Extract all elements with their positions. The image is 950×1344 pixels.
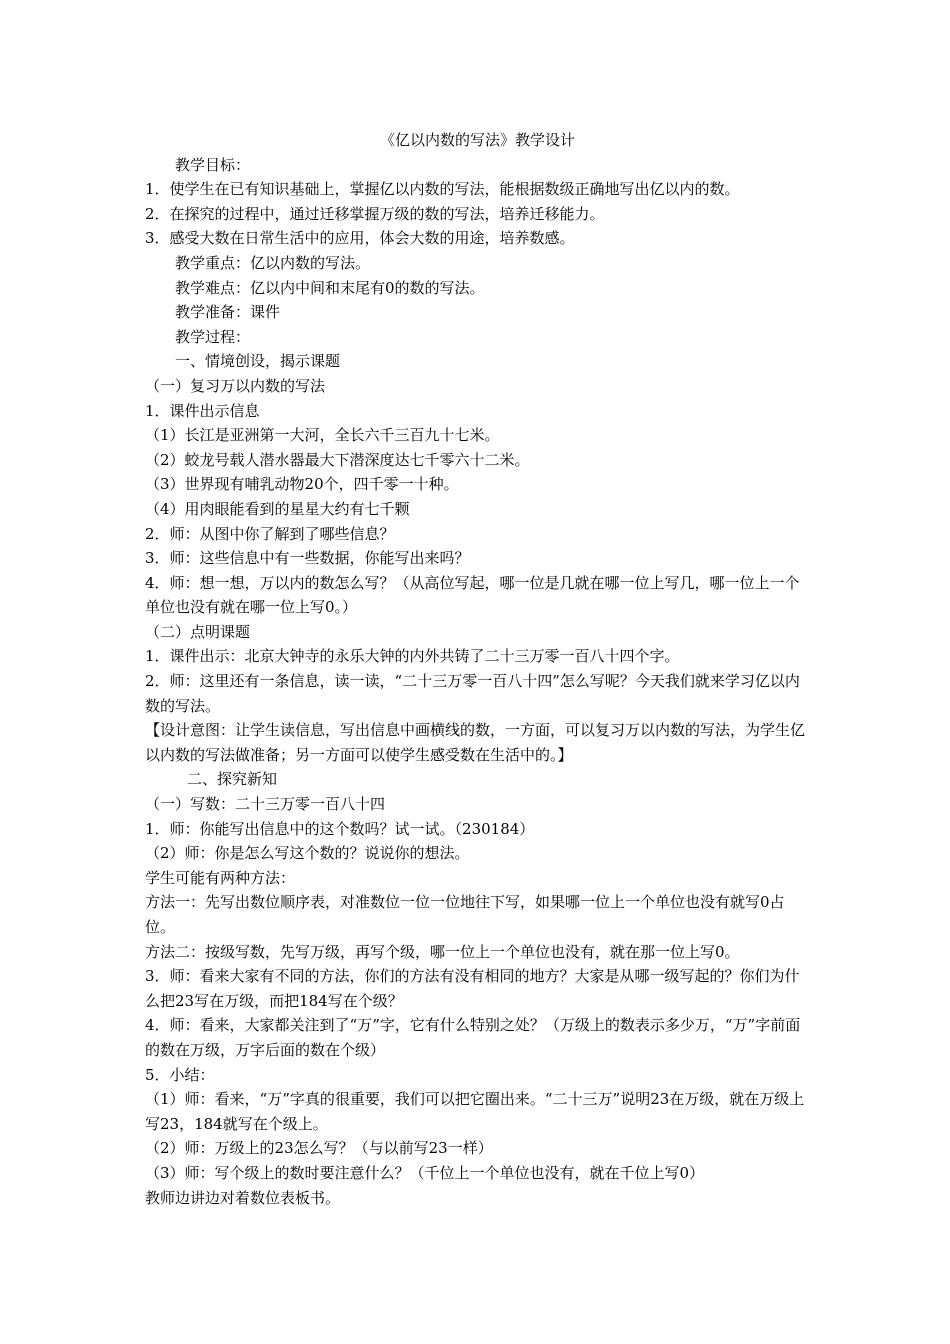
paragraph: （2）蛟龙号载人潜水器最大下潜深度达七千零六十二米。 [145,450,530,469]
paragraph: 方法一：先写出数位顺序表，对准数位一位一位地往下写，如果哪一位上一个单位也没有就写0占位。 [145,893,785,936]
paragraph: （1）师：看来，“万”字真的很重要，我们可以把它圈出来。“二十三万”说明23在万级，就在万级上写23，184就写在个级上。 [145,1090,805,1133]
section-heading: 一、情境创设，揭示课题 [175,352,341,371]
paragraph: 教学准备：课件 [175,303,281,322]
paragraph: 4．师：看来，大家都关注到了“万”字，它有什么特别之处？（万级上的数表示多少万，“万”字前面的数在万级，万字后面的数在个级） [145,1016,801,1059]
paragraph: 1．师：你能写出信息中的这个数吗？试一试。（230184） [145,819,535,838]
section-heading: 教学目标： [175,155,251,174]
paragraph: （2）师：你是怎么写这个数的？说说你的想法。 [145,844,470,863]
paragraph: 1．使学生在已有知识基础上，掌握亿以内数的写法，能根据数级正确地写出亿以内的数。 [145,180,740,199]
paragraph: 1．课件出示信息 [145,401,260,420]
paragraph: 2．在探究的过程中，通过迁移掌握万级的数的写法，培养迁移能力。 [145,204,605,223]
section-heading: 教学过程： [175,327,251,346]
paragraph: 4．师：想一想，万以内的数怎么写？（从高位写起，哪一位是几就在哪一位上写几，哪一位上一个单位也没有就在哪一位上写0。） [145,573,800,617]
paragraph: 教学难点：亿以内中间和末尾有0的数的写法。 [175,278,485,297]
paragraph: 1．课件出示：北京大钟寺的永乐大钟的内外共铸了二十三万零一百八十四个字。 [145,647,680,666]
design-intent-note: 【设计意图：让学生读信息，写出信息中画横线的数，一方面，可以复习万以内数的写法，为学生亿以内数的写法做准备；另一方面可以使学生感受数在生活中的。】 [145,721,806,764]
paragraph: 教学重点：亿以内数的写法。 [175,253,371,272]
paragraph: 3．师：看来大家有不同的方法，你们的方法有没有相同的地方？大家是从哪一级写起的？你们为什么把23写在万级，而把184写在个级？ [145,967,800,1010]
paragraph: 学生可能有两种方法： [145,868,296,887]
paragraph: 2．师：这里还有一条信息，读一读，“二十三万零一百八十四”怎么写呢？今天我们就来学习亿以内数的写法。 [145,672,800,715]
paragraph: （3）师：写个级上的数时要注意什么？（千位上一个单位也没有，就在千位上写0） [145,1163,705,1182]
paragraph: （1）长江是亚洲第一大河，全长六千三百九十七米。 [145,426,500,445]
paragraph: 5．小结： [145,1065,215,1084]
paragraph: （3）世界现有哺乳动物20个，四千零一十种。 [145,475,459,494]
document-title: 《亿以内数的写法》教学设计 [379,131,575,149]
section-heading: 二、探究新知 [187,770,278,789]
paragraph: （2）师：万级上的23怎么写？（与以前写23一样） [145,1139,493,1158]
paragraph: 3．感受大数在日常生活中的应用，体会大数的用途，培养数感。 [145,229,575,248]
paragraph: 方法二：按级写数，先写万级，再写个级，哪一位上一个单位也没有，就在那一位上写0。 [145,942,740,961]
subsection-heading: （一）写数：二十三万零一百八十四 [145,795,386,814]
subsection-heading: （二）点明课题 [145,622,251,641]
document-body [145,128,810,1210]
paragraph: 教师边讲边对着数位表板书。 [145,1188,341,1207]
subsection-heading: （一）复习万以内数的写法 [145,376,326,395]
paragraph: 3．师：这些信息中有一些数据，你能写出来吗？ [145,549,470,568]
paragraph: 2．师：从图中你了解到了哪些信息？ [145,524,395,543]
paragraph: （4）用肉眼能看到的星星大约有七千颗 [145,499,410,518]
